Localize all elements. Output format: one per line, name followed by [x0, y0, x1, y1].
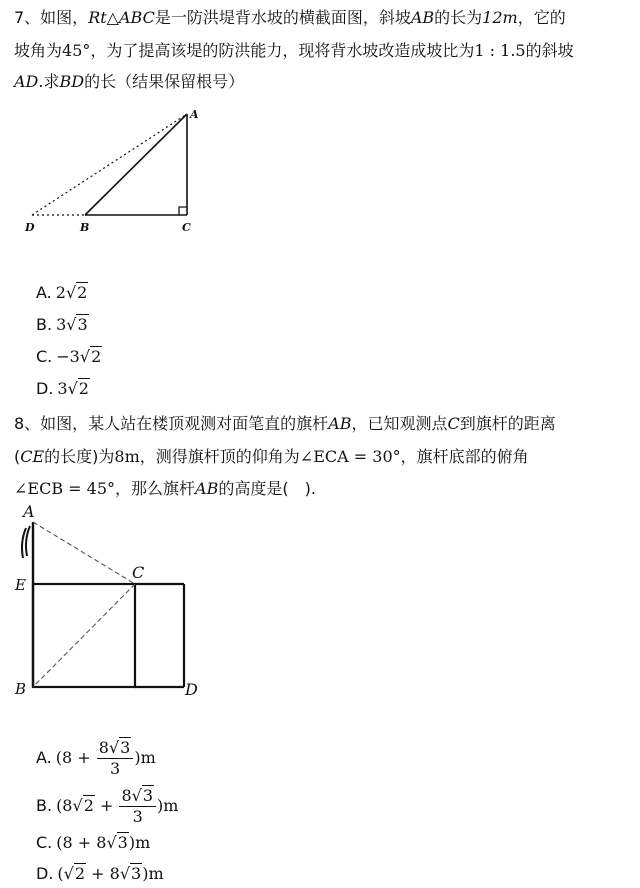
option-expr: )m [128, 833, 151, 852]
q7-label-c: C [182, 221, 191, 234]
q8-label-a: A [23, 502, 35, 521]
q7-text: .求 [38, 72, 60, 91]
q8-distance: 8m [114, 447, 140, 466]
q7-option-b[interactable]: B. 3√3 [36, 315, 88, 334]
q8-label-d: D [185, 680, 198, 699]
option-expr: (8 + 8 [56, 833, 107, 852]
option-expr: (8 + [55, 748, 91, 767]
option-label: C. [36, 347, 53, 366]
q7-length: 12m [482, 8, 518, 27]
option-label: A. [36, 283, 52, 302]
q7-text: ，为了提高该堤的防洪能力，现将背水坡改造成坡比为 [90, 41, 475, 60]
q8-dashed-ac [33, 522, 135, 584]
q7-option-c[interactable]: C. −3√2 [36, 347, 102, 366]
option-expr: + [99, 796, 114, 815]
q8-point-c: C [447, 414, 460, 433]
option-expr: )m [134, 748, 156, 767]
q8-segment-ab: AB [195, 479, 219, 498]
q7-text: 坡角为 [14, 41, 63, 60]
q8-text-line-1 [14, 413, 632, 435]
q7-text-line-2 [14, 40, 632, 62]
option-label: B. [36, 315, 53, 334]
q7-dotted-ad [32, 114, 187, 215]
q8-text: ，旗杆底部的俯角 [400, 447, 529, 466]
option-label: B. [36, 796, 53, 815]
option-expr: ( [57, 864, 64, 883]
option-radicand: 2 [77, 283, 88, 302]
option-coef: 3 [56, 315, 67, 334]
q7-text: 7、如图， [14, 8, 89, 27]
q8-text: ( [14, 447, 21, 466]
q8-figure [10, 500, 220, 700]
q7-line-ab [85, 114, 187, 215]
q7-segment-ab: AB [410, 8, 435, 27]
q8-label-c: C [132, 563, 145, 582]
q7-text: 的长（结果保留根号） [84, 72, 245, 91]
option-expr: )m [142, 864, 164, 883]
q7-text: 的斜坡 [525, 41, 574, 60]
q8-text: 的高度是( ). [218, 479, 316, 498]
option-coef: 2 [55, 283, 66, 302]
q8-option-c[interactable]: C. (8 + 8√3)m [36, 833, 151, 852]
q8-label-e: E [15, 576, 26, 594]
q7-text-line-1 [14, 7, 632, 29]
q7-right-angle-mark [179, 207, 187, 215]
option-fraction: $\frac{8√3}{3}$ [119, 788, 156, 825]
option-fraction: $\frac{8√3}{3}$ [97, 740, 134, 777]
q7-segment-bd: BD [59, 72, 85, 91]
q8-option-d[interactable]: D. (√2 + 8√3)m [36, 864, 164, 883]
q7-text-line-3 [14, 71, 632, 93]
q7-label-a: A [190, 108, 199, 121]
q8-segment-ce: CE [20, 447, 45, 466]
option-label: A. [36, 748, 52, 767]
q7-segment-ad: AD [14, 72, 39, 91]
q8-flag-curve-2 [26, 526, 30, 556]
q7-triangle-name: Rt△ABC [88, 8, 155, 27]
q8-option-a[interactable] [36, 740, 156, 777]
q7-label-b: B [80, 221, 90, 234]
q7-angle: 45° [62, 41, 91, 60]
option-label: D. [36, 864, 54, 883]
q8-depression-angle: ∠ECB = 45° [14, 479, 116, 498]
q8-text-line-2 [14, 446, 632, 468]
option-expr: )m [157, 796, 179, 815]
option-label: D. [36, 379, 54, 398]
option-radicand: 3 [77, 315, 88, 334]
option-coef: 3 [57, 379, 68, 398]
q8-elevation-angle: ∠ECA = 30° [299, 447, 401, 466]
q7-text: 的长为 [434, 8, 483, 27]
q7-text: 是一防洪堤背水坡的横截面图，斜坡 [154, 8, 411, 27]
option-expr: (8 [56, 796, 73, 815]
q8-text: 8、如图，某人站在楼顶观测对面笔直的旗杆 [14, 414, 329, 433]
q7-slope-ratio: 1 : 1.5 [474, 41, 526, 60]
q8-text: ，测得旗杆顶的仰角为 [139, 447, 300, 466]
q8-text-line-3 [14, 478, 632, 500]
option-radicand: 2 [91, 347, 102, 366]
option-coef: −3 [56, 347, 80, 366]
q8-label-b: B [15, 680, 27, 698]
q7-option-d[interactable]: D. 3√2 [36, 379, 89, 398]
q8-text: ，那么旗杆 [115, 479, 196, 498]
q8-text: ，已知观测点 [351, 414, 448, 433]
q8-text: 到旗杆的距离 [459, 414, 556, 433]
q8-option-b[interactable]: B. (8√2 + $\frac{8√3}{3}$ )m [36, 786, 179, 826]
q8-segment-ab: AB [328, 414, 352, 433]
q8-dashed-cb [33, 584, 135, 687]
q7-label-d: D [25, 221, 35, 234]
q7-text: ，它的 [517, 8, 566, 27]
option-expr: + 8 [86, 864, 120, 883]
q8-text: 的长度)为 [44, 447, 115, 466]
option-label: C. [36, 833, 53, 852]
q7-option-a[interactable]: A. 2√2 [36, 283, 88, 302]
option-radicand: 2 [78, 379, 89, 398]
q7-figure [16, 106, 216, 238]
